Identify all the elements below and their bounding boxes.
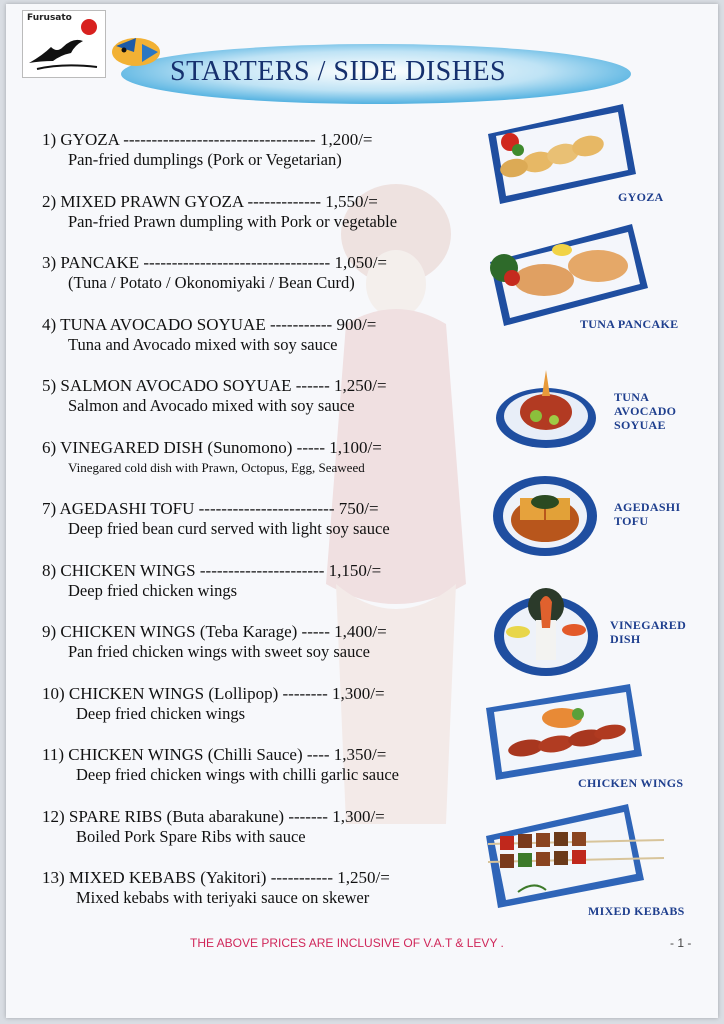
menu-item-title-price: 10) CHICKEN WINGS (Lollipop) -------- 1,300/=: [42, 683, 385, 703]
menu-item-description: (Tuna / Potato / Okonomiyaki / Bean Curd): [68, 273, 355, 292]
menu-item: [42, 807, 502, 869]
menu-item-description: Deep fried chicken wings: [68, 580, 238, 600]
menu-page: [6, 4, 718, 1018]
caption-line: SOYUAE: [614, 418, 666, 432]
menu-item-title-price: 9) CHICKEN WINGS (Teba Karage) ----- 1,400/=: [42, 622, 387, 641]
menu-item: [42, 868, 502, 930]
menu-item-title-price: 5) SALMON AVOCADO SOYUAE ------ 1,250/=: [42, 376, 387, 395]
mixed-kebabs-photo: [478, 800, 668, 910]
fish-icon: [112, 38, 160, 66]
tuna-pancake-photo: [482, 222, 652, 326]
menu-item-description: Deep fried chicken wings with chilli garlic sauce: [76, 765, 400, 784]
tuna-avocado-photo: [492, 362, 600, 452]
menu-item-description: Boiled Pork Spare Ribs with sauce: [76, 826, 306, 846]
menu-item-description: Mixed kebabs with teriyaki sauce on skewer: [76, 888, 370, 907]
caption-line: AVOCADO: [614, 404, 677, 418]
caption-line: DISH: [610, 632, 641, 646]
menu-item-title-price: 12) SPARE RIBS (Buta abarakune) ------- 1,300/=: [42, 806, 385, 826]
chicken-wings-photo: [480, 684, 646, 780]
menu-item-list: [42, 130, 502, 930]
caption-line: TUNA: [614, 390, 650, 404]
menu-item-description: Tuna and Avocado mixed with soy sauce: [68, 334, 338, 354]
caption-chicken-wings: CHICKEN WINGS: [578, 776, 684, 790]
caption-mixed-kebabs: MIXED KEBABS: [588, 904, 685, 918]
logo-mountain-sun-icon: [23, 11, 105, 77]
menu-item-description: Vinegared cold dish with Prawn, Octopus, Egg, Seaweed: [68, 459, 365, 475]
menu-item-description: Pan fried chicken wings with sweet soy sauce: [68, 642, 370, 661]
restaurant-logo: [22, 10, 106, 78]
menu-item: [42, 438, 502, 500]
caption-agedashi: [614, 500, 680, 528]
menu-item: [42, 622, 502, 684]
caption-tuna-pancake: TUNA PANCAKE: [580, 317, 679, 331]
menu-item: [42, 561, 502, 623]
menu-item-description: Pan-fried dumplings (Pork or Vegetarian): [68, 150, 342, 169]
caption-tuna-avocado: [614, 390, 676, 432]
caption-vinegared: [610, 618, 686, 646]
menu-item-title-price: 2) MIXED PRAWN GYOZA ------------- 1,550/=: [42, 191, 378, 211]
caption-line: TOFU: [614, 514, 649, 528]
menu-item-description: Salmon and Avocado mixed with soy sauce: [68, 396, 355, 415]
caption-gyoza: GYOZA: [618, 190, 664, 204]
menu-item-title-price: 4) TUNA AVOCADO SOYUAE ----------- 900/=: [42, 314, 377, 334]
menu-item: [42, 745, 502, 807]
logo-text: Furusato: [27, 13, 72, 23]
menu-item-title-price: 3) PANCAKE --------------------------------- 1,050/=: [42, 253, 388, 272]
menu-item: [42, 253, 502, 315]
page-number: - 1 -: [670, 936, 692, 950]
gyoza-photo: [478, 104, 638, 204]
page-title: STARTERS / SIDE DISHES: [170, 56, 507, 87]
menu-item: [42, 376, 502, 438]
menu-item-description: Deep fried bean curd served with light soy sauce: [68, 519, 390, 538]
menu-item: [42, 192, 502, 254]
menu-item-title-price: 1) GYOZA ---------------------------------- 1,200/=: [42, 130, 373, 149]
caption-line: VINEGARED: [610, 618, 687, 632]
menu-item-title-price: 11) CHICKEN WINGS (Chilli Sauce) ---- 1,350/=: [42, 745, 387, 764]
menu-item: [42, 684, 502, 746]
menu-item-title-price: 6) VINEGARED DISH (Sunomono) ----- 1,100/=: [42, 437, 382, 457]
menu-item-title-price: 7) AGEDASHI TOFU ------------------------ 750/=: [42, 499, 379, 518]
caption-line: AGEDASHI: [614, 500, 681, 514]
menu-item-description: Pan-fried Prawn dumpling with Pork or vegetable: [68, 211, 398, 231]
vinegared-dish-photo: [490, 580, 602, 680]
menu-item: [42, 315, 502, 377]
agedashi-tofu-photo: [490, 468, 600, 558]
price-note: THE ABOVE PRICES ARE INCLUSIVE OF V.A.T & LEVY .: [190, 936, 504, 950]
menu-item: [42, 130, 502, 192]
menu-item-title-price: 8) CHICKEN WINGS ---------------------- 1,150/=: [42, 560, 382, 580]
menu-item-description: Deep fried chicken wings: [76, 703, 246, 723]
menu-item-title-price: 13) MIXED KEBABS (Yakitori) ----------- 1,250/=: [42, 868, 390, 887]
menu-item: [42, 499, 502, 561]
